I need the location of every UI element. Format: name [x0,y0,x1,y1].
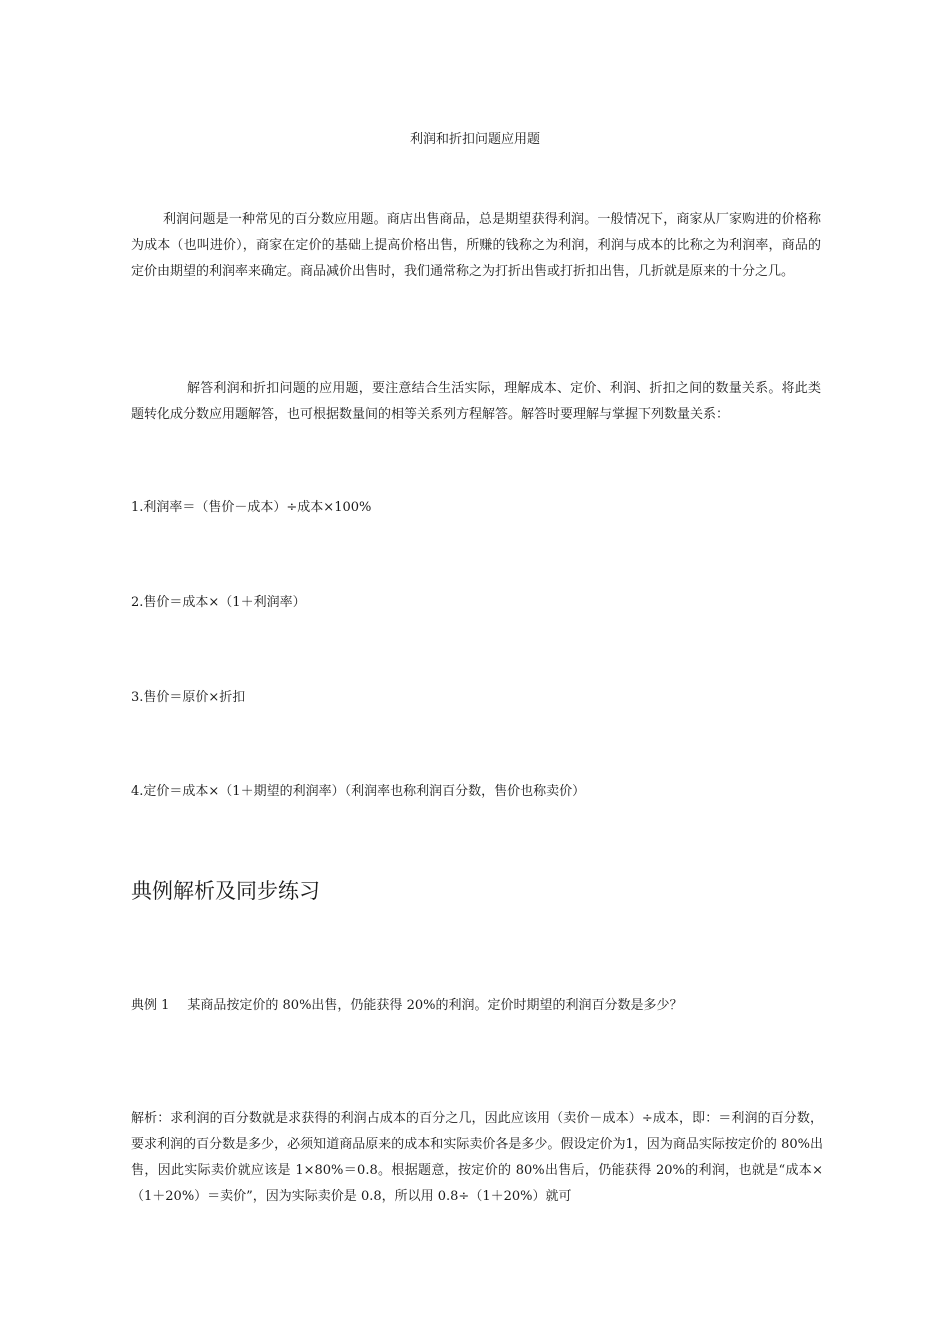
formula-selling-price: 2.售价＝成本×（1＋利润率） [131,595,306,610]
document-title: 利润和折扣问题应用题 [409,132,540,147]
section-heading: 典例解析及同步练习 [131,879,320,903]
example-question [131,996,682,1016]
example-question-text: 某商品按定价的 80%出售，仍能获得 20%的利润。定价时期望的利润百分数是多少？ [187,998,683,1013]
formula-profit-rate: 1.利润率＝（售价－成本）÷成本×100% [131,500,372,515]
formula-list-price: 4.定价＝成本×（1＋期望的利润率）（利润率也称利润百分数，售价也称卖价） [131,784,586,799]
intro-paragraph: 利润问题是一种常见的百分数应用题。商店出售商品，总是期望获得利润。一般情况下，商家从厂家购进的价格称为成本（也叫进价），商家在定价的基础上提高价格出售，所赚的钱称之为利润，利润与成本的比称之为利润率，商品的定价由期望的利润率来确定。商品减价出售时，我们通常称之为打折出售或打折扣出售，几折就是原来的十分之几。 [131,212,821,279]
formula-discount-price: 3.售价＝原价×折扣 [131,690,246,705]
example-label: 典例 1 [131,998,170,1013]
analysis-paragraph: 解析：求利润的百分数就是求获得的利润占成本的百分之几，因此应该用（卖价－成本）÷成本，即：＝利润的百分数，要求利润的百分数是多少，必须知道商品原来的成本和实际卖价各是多少。假设定价为1，因为商品实际按定价的 80%出售，因此实际卖价就应该是 1×80%＝0.8。根据题意，按定价的 80%出售后，仍能获得 20%的利润，也就是“成本×（1＋20%）＝卖价”，因为实际卖价是 0.8，所以用 0.8÷（1＋20%）就可 [131,1111,823,1204]
method-paragraph: 解答利润和折扣问题的应用题，要注意结合生活实际，理解成本、定价、利润、折扣之间的数量关系。将此类题转化成分数应用题解答，也可根据数量间的相等关系列方程解答。解答时要理解与掌握下列数量关系： [131,381,821,422]
